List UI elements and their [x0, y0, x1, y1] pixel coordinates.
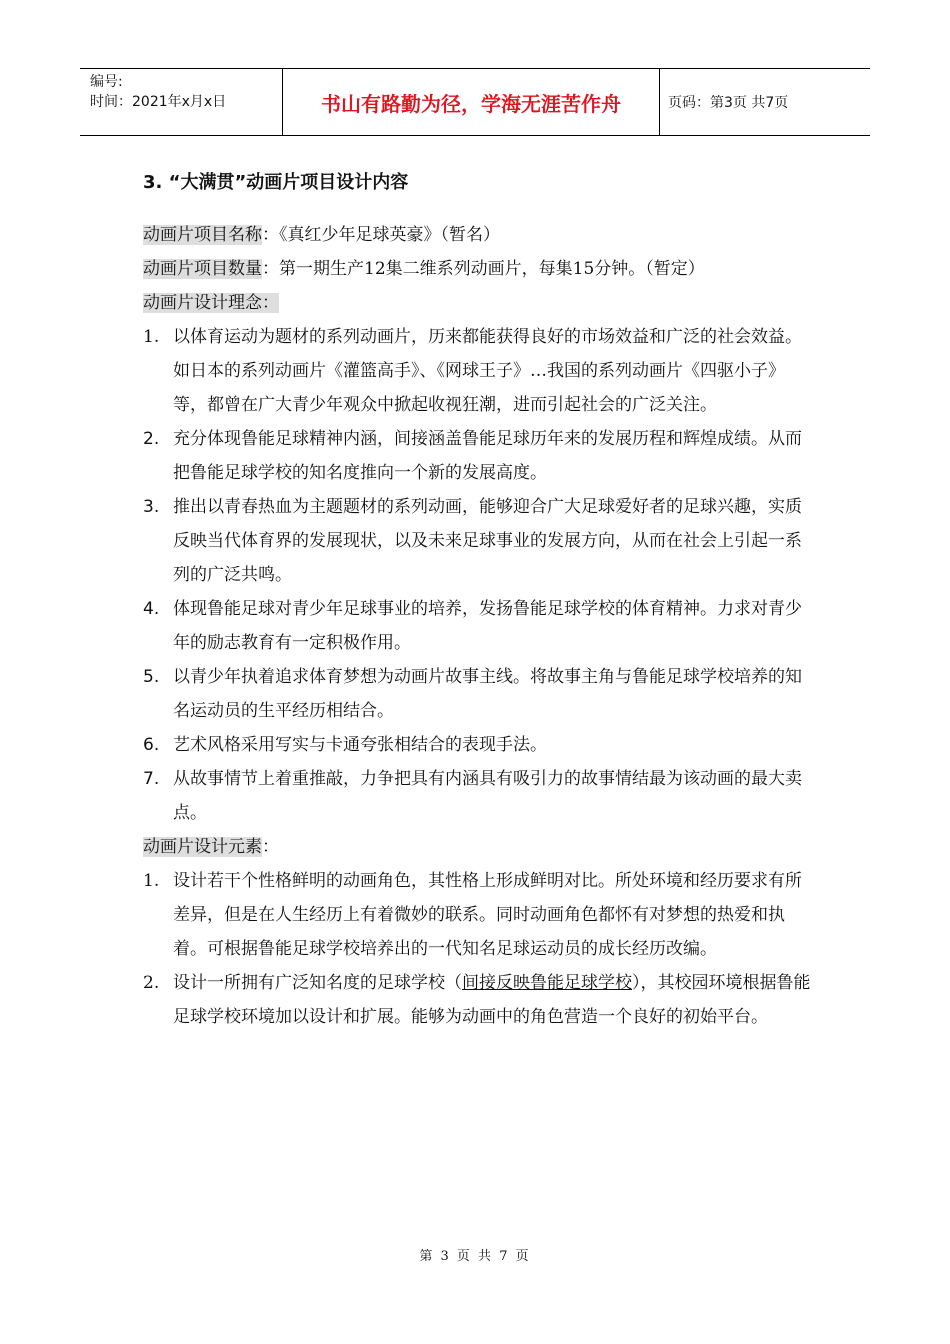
list-number: 5.	[143, 667, 160, 687]
list-item	[143, 762, 813, 830]
list-text: 推出以青春热血为主题题材的系列动画，能够迎合广大足球爱好者的足球兴趣，实质反映当代体育界的发展现状，以及未来足球事业的发展方向，从而在社会上引起一系列的广泛共鸣。	[173, 497, 802, 585]
list-item	[143, 592, 813, 660]
project-count-label: 动画片项目数量	[143, 259, 262, 279]
concept-list	[143, 320, 813, 830]
list-number: 7.	[143, 769, 160, 789]
project-name-label: 动画片项目名称	[143, 225, 262, 245]
list-item	[143, 320, 813, 422]
list-item	[143, 728, 813, 762]
list-text: 设计若干个性格鲜明的动画角色，其性格上形成鲜明对比。所处环境和经历要求有所差异，但是在人生经历上有着微妙的联系。同时动画角色都怀有对梦想的热爱和执着。可根据鲁能足球学校培养出的一代知名足球运动员的成长经历改编。	[173, 871, 802, 959]
document-body	[143, 168, 813, 1034]
list-item	[143, 864, 813, 966]
elements-title-line	[143, 830, 813, 864]
list-text: 充分体现鲁能足球精神内涵，间接涵盖鲁能足球历年来的发展历程和辉煌成绩。从而把鲁能足球学校的知名度推向一个新的发展高度。	[173, 429, 802, 483]
list-number: 3.	[143, 497, 160, 517]
concept-title: 动画片设计理念：	[143, 293, 279, 313]
list-item	[143, 966, 813, 1034]
project-name-value: ：《真红少年足球英豪》（暂名）	[262, 225, 500, 245]
underlined-text: 间接反映鲁能足球学校	[462, 973, 632, 993]
elements-list	[143, 864, 813, 1034]
number-label: 编号:	[90, 74, 123, 90]
list-text	[173, 966, 813, 1034]
project-name-line	[143, 218, 813, 252]
header-page-info: 页码：第3页 共7页	[668, 95, 789, 111]
list-number: 4.	[143, 599, 160, 619]
list-text: 体现鲁能足球对青少年足球事业的培养，发扬鲁能足球学校的体育精神。力求对青少年的励志教育有一定积极作用。	[173, 599, 802, 653]
header-meta-cell	[80, 69, 283, 135]
list-number: 6.	[143, 735, 160, 755]
list-text: 艺术风格采用写实与卡通夸张相结合的表现手法。	[173, 735, 547, 755]
list-number: 2.	[143, 973, 160, 993]
list-text: 从故事情节上着重推敲，力争把具有内涵具有吸引力的故事情结最为该动画的最大卖点。	[173, 769, 802, 823]
list-text: 以青少年执着追求体育梦想为动画片故事主线。将故事主角与鲁能足球学校培养的知名运动员的生平经历相结合。	[173, 667, 802, 721]
list-item	[143, 422, 813, 490]
header-motto: 书山有路勤为径，学海无涯苦作舟	[283, 69, 660, 135]
elements-title-suffix: ：	[262, 837, 279, 857]
list-number: 1.	[143, 327, 160, 347]
list-item	[143, 490, 813, 592]
concept-title-line	[143, 286, 813, 320]
list-number: 2.	[143, 429, 160, 449]
list-text-post: ），其校园环境根据鲁能足球学校环境加以设计和扩展。能够为动画中的角色营造一个良好的初始平台。	[173, 973, 811, 1027]
project-count-line	[143, 252, 813, 286]
list-text: 以体育运动为题材的系列动画片，历来都能获得良好的市场效益和广泛的社会效益。如日本的系列动画片《灌篮高手》、《网球王子》…我国的系列动画片《四驱小子》等，都曾在广大青少年观众中掀起收视狂潮，进而引起社会的广泛关注。	[173, 327, 802, 415]
list-item	[143, 660, 813, 728]
project-count-value: ：第一期生产12集二维系列动画片，每集15分钟。（暂定）	[262, 259, 705, 279]
list-text-pre: 设计一所拥有广泛知名度的足球学校（	[173, 973, 462, 993]
page-footer: 第 3 页 共 7 页	[419, 1249, 531, 1264]
time-label: 时间：2021年x月x日	[90, 94, 227, 110]
section-title: 3. “大满贯”动画片项目设计内容	[143, 172, 409, 193]
elements-title: 动画片设计元素	[143, 837, 262, 857]
list-number: 1.	[143, 871, 160, 891]
page-header	[80, 68, 870, 136]
